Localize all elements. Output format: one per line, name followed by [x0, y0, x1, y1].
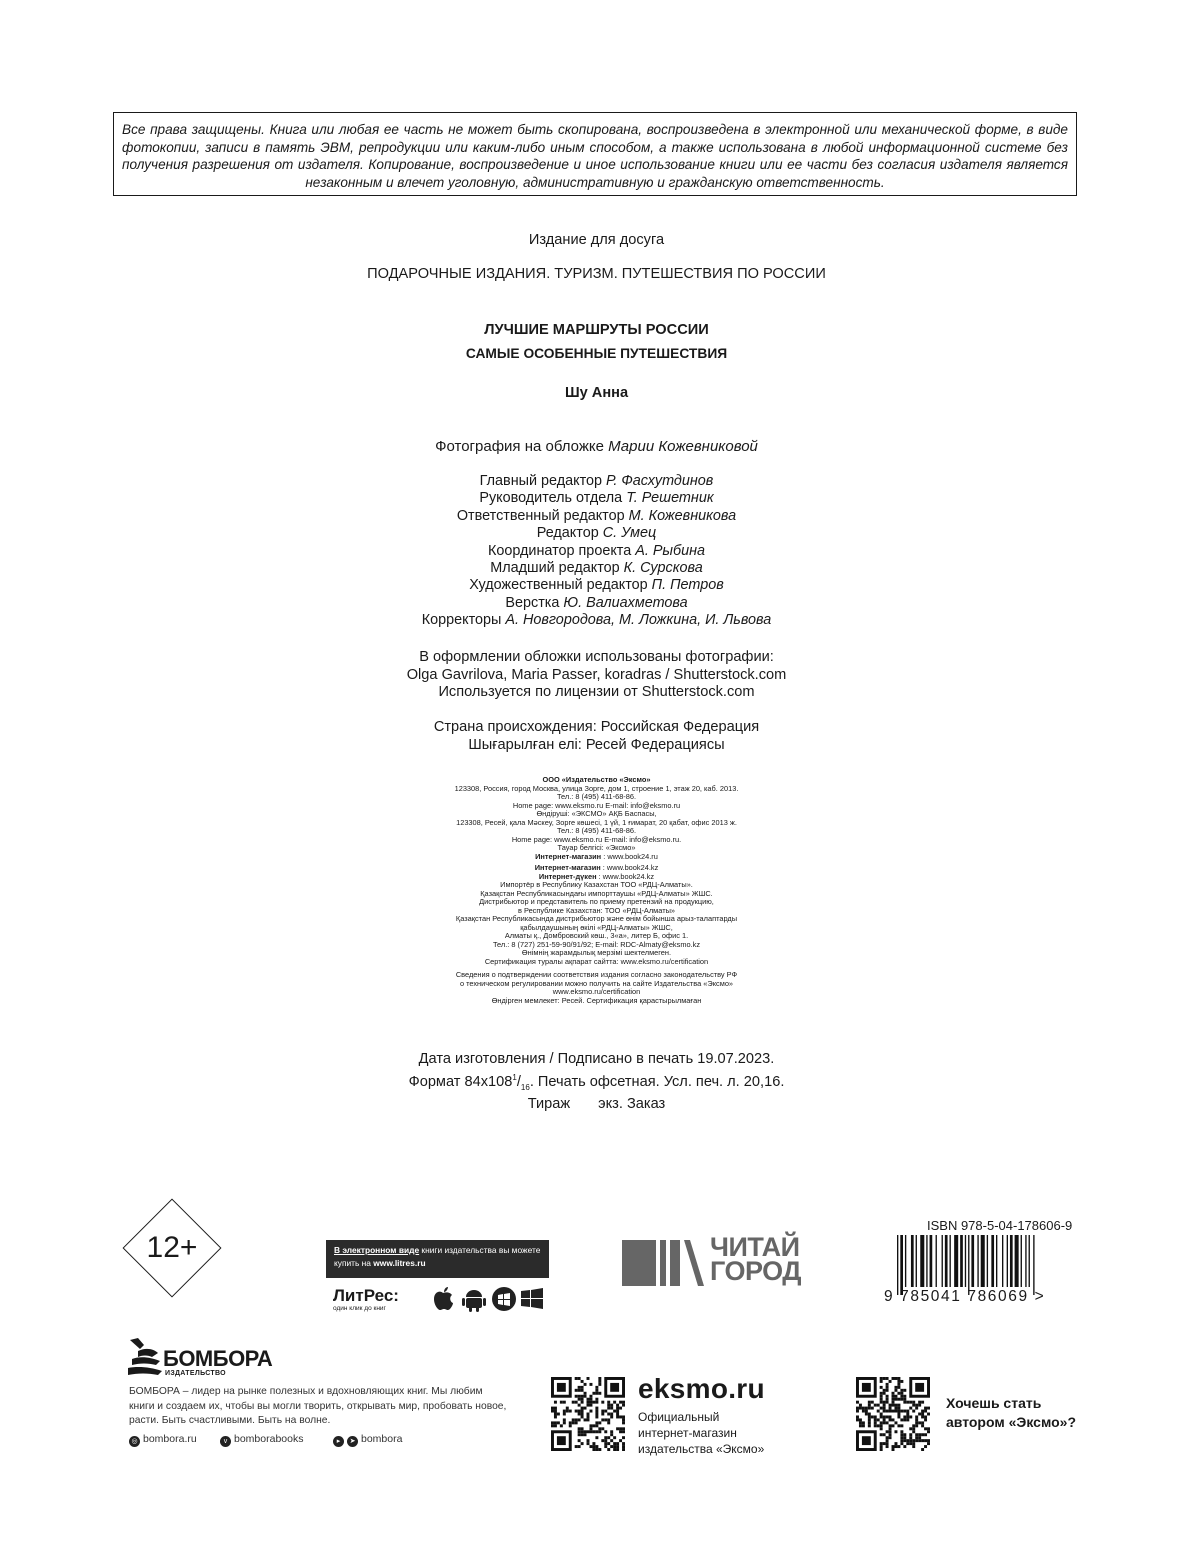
book-subtitle: САМЫЕ ОСОБЕННЫЕ ПУТЕШЕСТВИЯ	[465, 346, 728, 361]
litres-slogan: один клик до книг	[333, 1305, 386, 1312]
windows-phone-icon	[492, 1287, 516, 1311]
isbn: ISBN 978-5-04-178606-9	[927, 1218, 1073, 1233]
print-run: Тираж экз. Заказ	[527, 1095, 666, 1112]
chitai-gorod-logo-icon	[622, 1240, 706, 1286]
platform-icons	[432, 1286, 544, 1312]
youtube-icon: ▸	[333, 1436, 344, 1447]
publisher-line: қабылдаушының өкілі «РДЦ-Алматы» ЖШС,	[520, 922, 673, 932]
credit-line: Младший редактор К. Сурскова	[490, 560, 703, 577]
globe-icon: ◎	[129, 1436, 140, 1447]
publisher-line: Тел.: 8 (727) 251-59-90/91/92; E-mail: RDC-Almaty@eksmo.kz	[492, 939, 701, 949]
publisher-line: Қазақстан Республикасында дистрибьютор және өнім бойынша арыз-талаптарды	[455, 914, 738, 923]
publisher-line: Тауар белгісі: «Эксмо»	[557, 843, 636, 852]
publisher-line: 123308, Ресей, қала Мәскеу, Зорге көшесі, 1 үй, 1 ғимарат, 20 қабат, офис 2013 ж.	[456, 817, 737, 827]
publisher-line: Өндірген мемлекет: Ресей. Сертификация қарастырылмаған	[491, 995, 702, 1005]
litres-logo: ЛитРес:	[333, 1286, 399, 1305]
telegram-icon: ➤	[347, 1436, 358, 1447]
publisher-line: Алматы қ., Домбровский көш., 3«а», литер Б, офис 1.	[504, 931, 689, 940]
credit-line: Координатор проекта А. Рыбина	[487, 542, 706, 559]
vk-icon: v	[220, 1436, 231, 1447]
publisher-line: о техническом регулировании можно получить на сайте Издательства «Эксмо»	[459, 978, 734, 988]
publisher-line: в Республике Казахстан: ТОО «РДЦ-Алматы»	[517, 905, 676, 915]
apple-icon	[434, 1287, 453, 1310]
print-format: Формат $84x108^1/_{16}$. Печать офсетная. Усл. печ. л. 20,16.	[408, 1072, 785, 1092]
chitai-gorod-wordmark: ЧИТАЙ ГОРОД	[710, 1232, 801, 1286]
publisher-line: www.eksmo.ru/certification	[552, 987, 641, 996]
credit-line: Главный редактор Р. Фасхутдинов	[479, 473, 714, 489]
shop-kz2: Интернет-дүкен : www.book24.kz	[538, 871, 655, 881]
credit-line: Редактор С. Умец	[536, 525, 657, 542]
cover-photos-block	[0, 649, 1193, 702]
publisher-line: Сведения о подтверждении соответствия издания согласно законодательству РФ	[455, 970, 738, 979]
origin-line: Шығарылған елі: Ресей Федерациясы	[468, 736, 725, 753]
bombora-sub: ИЗДАТЕЛЬСТВО	[165, 1370, 226, 1377]
publisher-line: Қазақстан Республикасындағы импорттаушы «РДЦ-Алматы» ЖШС.	[480, 888, 713, 898]
publisher-line: Тел.: 8 (495) 411-68-86.	[556, 826, 637, 835]
barcode-digits: 9 785041 786069 >	[884, 1288, 1046, 1305]
origin-line: Страна происхождения: Российская Федерация	[433, 719, 760, 735]
publisher-line: Импортёр в Республику Казахстан ТОО «РДЦ-Алматы».	[500, 880, 693, 889]
bombora-logo-icon	[128, 1337, 162, 1379]
credit-line: Ответственный редактор М. Кожевникова	[456, 507, 737, 524]
book-author: Шу Анна	[564, 385, 629, 401]
credit-line: Верстка Ю. Валиахметова	[505, 594, 688, 611]
bombora-vk-link[interactable]: v bomborabooks	[220, 1433, 303, 1447]
eksmo-description: Официальный интернет-магазин издательства «Эксмо»	[638, 1410, 765, 1456]
cover-photos-line: Используется по лицензии от Shutterstock.com	[438, 684, 755, 701]
publisher-line: Өндіруші: «ЭКСМО» АҚБ Баспасы,	[536, 809, 657, 818]
age-rating: 12+	[146, 1231, 198, 1264]
publisher-line: Сертификация туралы ақпарат сайтта: www.eksmo.ru/certification	[484, 956, 709, 966]
android-icon	[462, 1290, 486, 1312]
litres-highlight: В электронном виде	[334, 1245, 420, 1255]
author-qr-code-icon[interactable]	[856, 1377, 930, 1451]
windows-icon	[521, 1288, 543, 1309]
shop-kz: Интернет-магазин : www.book24.kz	[534, 863, 659, 872]
publisher-line: Тел.: 8 (495) 411-68-86.	[556, 792, 637, 801]
credit-line: Руководитель отдела Т. Решетник	[479, 490, 714, 507]
author-question: Хочешь стать автором «Эксмо»?	[946, 1395, 1077, 1430]
bombora-tg-link[interactable]: ▸ ➤ bombora	[333, 1433, 402, 1447]
publisher-line: Home page: www.eksmo.ru E-mail: info@eksmo.ru	[512, 800, 681, 810]
litres-banner: В электронном виде книги издательства вы можете купить на www.litres.ru	[326, 1240, 549, 1278]
cover-photos-line: В оформлении обложки использованы фотографии:	[419, 649, 774, 665]
credit-line: Художественный редактор П. Петров	[469, 577, 724, 594]
cover-photo-credit	[0, 438, 1193, 455]
publisher-line: Home page: www.eksmo.ru E-mail: info@eksmo.ru.	[511, 834, 682, 844]
credit-line: Корректоры А. Новгородова, М. Ложкина, И. Львова	[421, 612, 772, 629]
cover-photo-name: Марии Кожевниковой	[608, 438, 758, 455]
publisher-line: Өнімнің жарамдылық мерзімі шектелмеген.	[521, 948, 672, 957]
bombora-name: БОМБОРА	[163, 1346, 273, 1371]
publisher-line: Дистрибьютор и представитель по приему претензий на продукцию,	[479, 897, 714, 906]
origin-block	[0, 719, 1193, 754]
publisher-info	[0, 776, 1193, 1005]
book-title: ЛУЧШИЕ МАРШРУТЫ РОССИИ	[484, 322, 709, 338]
print-info	[0, 1051, 1193, 1114]
edition-type: Издание для досуга	[528, 232, 665, 248]
eksmo-url[interactable]: eksmo.ru	[638, 1373, 765, 1404]
cover-photos-line: Olga Gavrilova, Maria Passer, koradras / Shutterstock.com	[406, 666, 787, 683]
litres-site: www.litres.ru	[373, 1258, 426, 1268]
eksmo-qr-code-icon[interactable]	[551, 1377, 625, 1451]
copyright-notice: Все права защищены. Книга или любая ее часть не может быть скопирована, воспроизведена в электронной или механической форме, в виде фотокопии, записи в память ЭВМ, репродукции или каким-либо иным способом, а также использована в любой информационной системе без получения разрешения от издателя. Копирование, воспроизведение и иное использование книги или ее части без согласия издателя является незаконным и влечет уголовную, административную и гражданскую ответственность.	[113, 112, 1077, 196]
bombora-site-link[interactable]: ◎ bombora.ru	[129, 1433, 197, 1447]
cover-photo-label: Фотография на обложке	[435, 438, 604, 455]
publisher-line: 123308, Россия, город Москва, улица Зорге, дом 1, строение 1, этаж 20, каб. 2013.	[454, 783, 739, 793]
credits-list	[0, 473, 1193, 630]
category: ПОДАРОЧНЫЕ ИЗДАНИЯ. ТУРИЗМ. ПУТЕШЕСТВИЯ ПО РОССИИ	[367, 266, 826, 282]
publisher-name: ООО «Издательство «Эксмо»	[542, 775, 651, 784]
bombora-description: БОМБОРА – лидер на рынке полезных и вдохновляющих книг. Мы любим книги и создаем их, чтобы вы могли творить, открывать мир, пробовать новое, расти. Быть счастливыми. Быть на волне.	[129, 1386, 507, 1427]
barcode-icon	[897, 1235, 1051, 1295]
shop-ru: Интернет-магазин : www.book24.ru	[535, 851, 658, 861]
print-date: Дата изготовления / Подписано в печать 19.07.2023.	[418, 1051, 775, 1067]
